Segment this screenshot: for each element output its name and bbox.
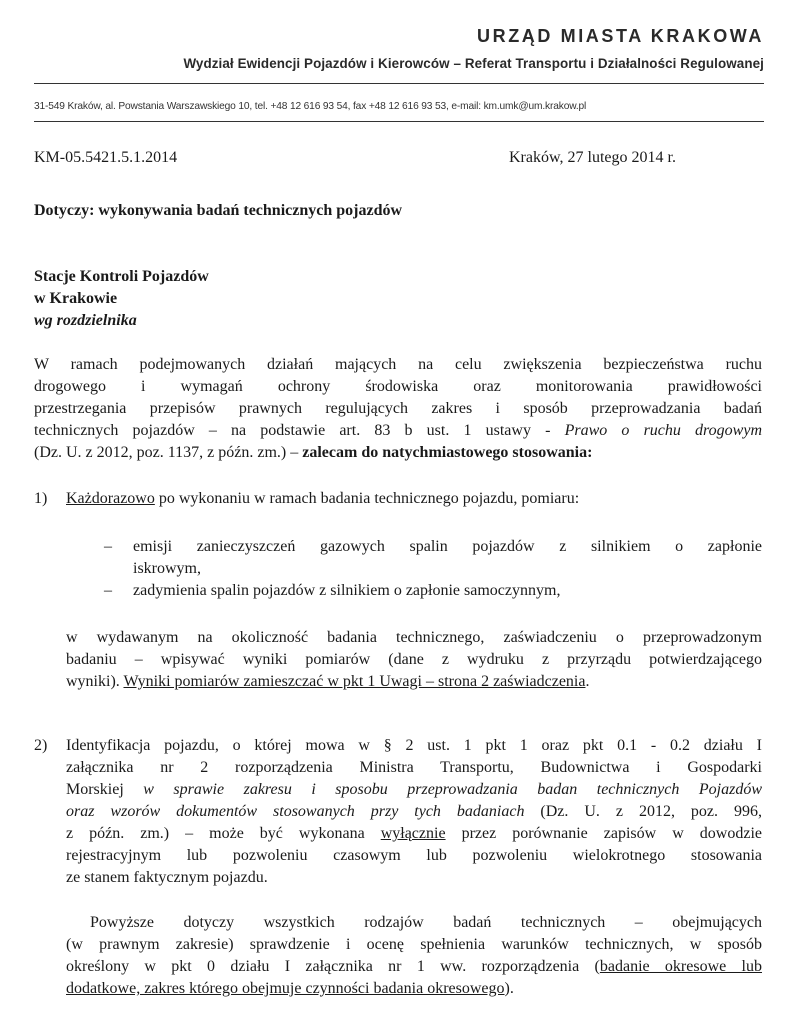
recipient-line-2: w Krakowie bbox=[34, 290, 118, 307]
intro-line-1: W ramach podejmowanych działań mających na celu zwiększenia bezpieczeństwa ruchu bbox=[34, 356, 762, 373]
bullet-dash-1: – bbox=[104, 538, 112, 555]
intro-line-5 bbox=[34, 442, 762, 464]
item-2-line-2: załącznika nr 2 rozporządzenia Ministra Transportu, Budownictwa i Gospodarki bbox=[66, 759, 762, 776]
bullet-dash-2: – bbox=[104, 582, 112, 599]
intro-text: technicznych pojazdów – na podstawie art. 83 b ust. 1 ustawy - bbox=[34, 422, 565, 439]
bullet-1-line-1: emisji zanieczyszczeń gazowych spalin pojazdów z silnikiem o zapłonie bbox=[133, 538, 762, 555]
item-2-line-5 bbox=[66, 823, 762, 845]
item-2-line-3 bbox=[66, 779, 762, 801]
closing-line-4 bbox=[66, 978, 514, 1000]
item-2-number: 2) bbox=[34, 737, 48, 754]
item-1-para-line-1: w wydawanym na okoliczność badania technicznego, zaświadczeniu o przeprowadzonym bbox=[66, 629, 762, 646]
item-1-para-line-3 bbox=[66, 671, 589, 693]
bullet-1-line-2: iskrowym, bbox=[133, 560, 201, 577]
emphasis-each-time: Każdorazowo bbox=[66, 490, 155, 507]
header-rule-bottom bbox=[34, 121, 764, 122]
subject-line: Dotyczy: wykonywania badań technicznych pojazdów bbox=[34, 202, 403, 219]
regulation-title-2: oraz wzorów dokumentów stosowanych przy tych badaniach bbox=[66, 803, 525, 820]
department-name: Wydział Ewidencji Pojazdów i Kierowców – Referat Transportu i Działalności Regulowanej bbox=[183, 56, 764, 71]
closing-text: określony w pkt 0 działu I załącznika nr 1 ww. rozporządzenia ( bbox=[66, 958, 600, 975]
item-1-results: wyniki). bbox=[66, 673, 124, 690]
item-2-line-7: ze stanem faktycznym pojazdu. bbox=[66, 869, 268, 886]
closing-line-2: (w prawnym zakresie) sprawdzenie i ocenę spełnienia warunków technicznych, w sposób bbox=[66, 936, 762, 953]
regulation-citation: (Dz. U. z 2012, poz. 996, bbox=[524, 803, 762, 820]
intro-line-4 bbox=[34, 420, 762, 442]
item-1-line-1 bbox=[66, 488, 579, 510]
office-name: URZĄD MIASTA KRAKOWA bbox=[477, 26, 764, 46]
recipient-line-3: wg rozdzielnika bbox=[34, 312, 137, 329]
closing-line-1: Powyższe dotyczy wszystkich rodzajów badań technicznych – obejmujących bbox=[90, 914, 762, 931]
header-rule-top bbox=[34, 83, 764, 84]
item-1-text: po wykonaniu w ramach badania technicznego pojazdu, pomiaru: bbox=[154, 490, 580, 507]
results-placement-note: Wyniki pomiarów zamieszczać w pkt 1 Uwagi – strona 2 zaświadczenia bbox=[123, 673, 586, 690]
item-2-line-6: rejestracyjnym lub pozwoleniu czasowym lub pozwoleniu wielokrotnego stosowania bbox=[66, 847, 762, 864]
exam-type-1: badanie okresowe lub bbox=[599, 958, 762, 975]
item-2-line-4 bbox=[66, 801, 762, 823]
intro-line-3: przestrzegania przepisów prawnych regulujących zakres i sposób przeprowadzania badań bbox=[34, 400, 762, 417]
directive: zalecam do natychmiastowego stosowania: bbox=[302, 444, 593, 461]
place-date: Kraków, 27 lutego 2014 r. bbox=[509, 149, 676, 166]
reference-number: KM-05.5421.5.1.2014 bbox=[34, 149, 178, 166]
recipient-line-1: Stacje Kontroli Pojazdów bbox=[34, 268, 209, 285]
item-2-text-a: z późn. zm.) – może być wykonana bbox=[66, 825, 381, 842]
intro-citation: (Dz. U. z 2012, poz. 1137, z późn. zm.) – bbox=[34, 444, 303, 461]
item-2-line-1: Identyfikacja pojazdu, o której mowa w § 2 ust. 1 pkt 1 oraz pkt 0.1 - 0.2 działu I bbox=[66, 737, 762, 754]
item-1-end: . bbox=[585, 673, 590, 690]
bullet-2-line-1: zadymienia spalin pojazdów z silnikiem o zapłonie samoczynnym, bbox=[133, 582, 561, 599]
closing-line-3 bbox=[66, 956, 762, 978]
item-1-number: 1) bbox=[34, 490, 48, 507]
ministry-suffix: Morskiej bbox=[66, 781, 144, 798]
exam-type-2: dodatkowe, zakres którego obejmuje czynności badania okresowego bbox=[66, 980, 505, 997]
item-2-text-b: przez porównanie zapisów w dowodzie bbox=[445, 825, 762, 842]
closing-end: ). bbox=[504, 980, 514, 997]
item-1-para-line-2: badaniu – wpisywać wyniki pomiarów (dane z wydruku z przyrządu potwierdzającego bbox=[66, 651, 762, 668]
office-address: 31-549 Kraków, al. Powstania Warszawskiego 10, tel. +48 12 616 93 54, fax +48 12 616 93 53, e-mail: km.umk@um.krakow.pl bbox=[34, 101, 587, 112]
intro-line-2: drogowego i wymagań ochrony środowiska oraz monitorowania prawidłowości bbox=[34, 378, 762, 395]
act-title: Prawo o ruchu drogowym bbox=[564, 422, 763, 439]
emphasis-exclusively: wyłącznie bbox=[380, 825, 446, 842]
regulation-title-1: w sprawie zakresu i sposobu przeprowadzania badan technicznych Pojazdów bbox=[143, 781, 762, 798]
